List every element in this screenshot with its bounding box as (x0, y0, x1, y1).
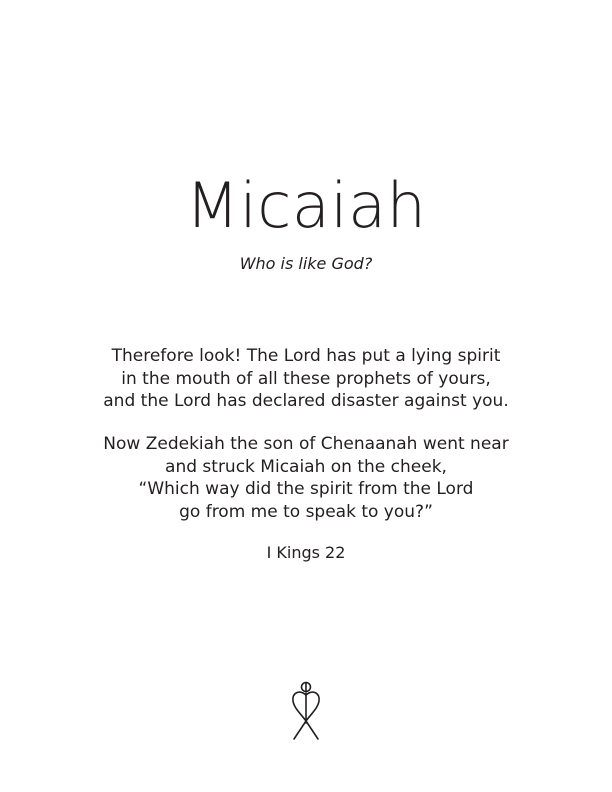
passage-line: Therefore look! The Lord has put a lying spirit (111, 346, 501, 366)
cross-heart-emblem-icon (289, 681, 323, 741)
page-subtitle: Who is like God? (239, 254, 373, 273)
passage-second (0, 433, 612, 523)
passage-line: go from me to speak to you?” (179, 501, 433, 522)
passage-line: and the Lord has declared disaster against you. (103, 391, 509, 411)
page-title: Micaiah (185, 169, 427, 242)
passage-line: “Which way did the spirit from the Lord (138, 479, 474, 499)
passage-first (0, 345, 612, 413)
passage-line: in the mouth of all these prophets of yours, (121, 368, 491, 389)
scripture-reference: I Kings 22 (266, 543, 346, 562)
passage-line: Now Zedekiah the son of Chenaanah went near (103, 434, 509, 454)
passage-line: and struck Micaiah on the cheek, (165, 456, 447, 477)
